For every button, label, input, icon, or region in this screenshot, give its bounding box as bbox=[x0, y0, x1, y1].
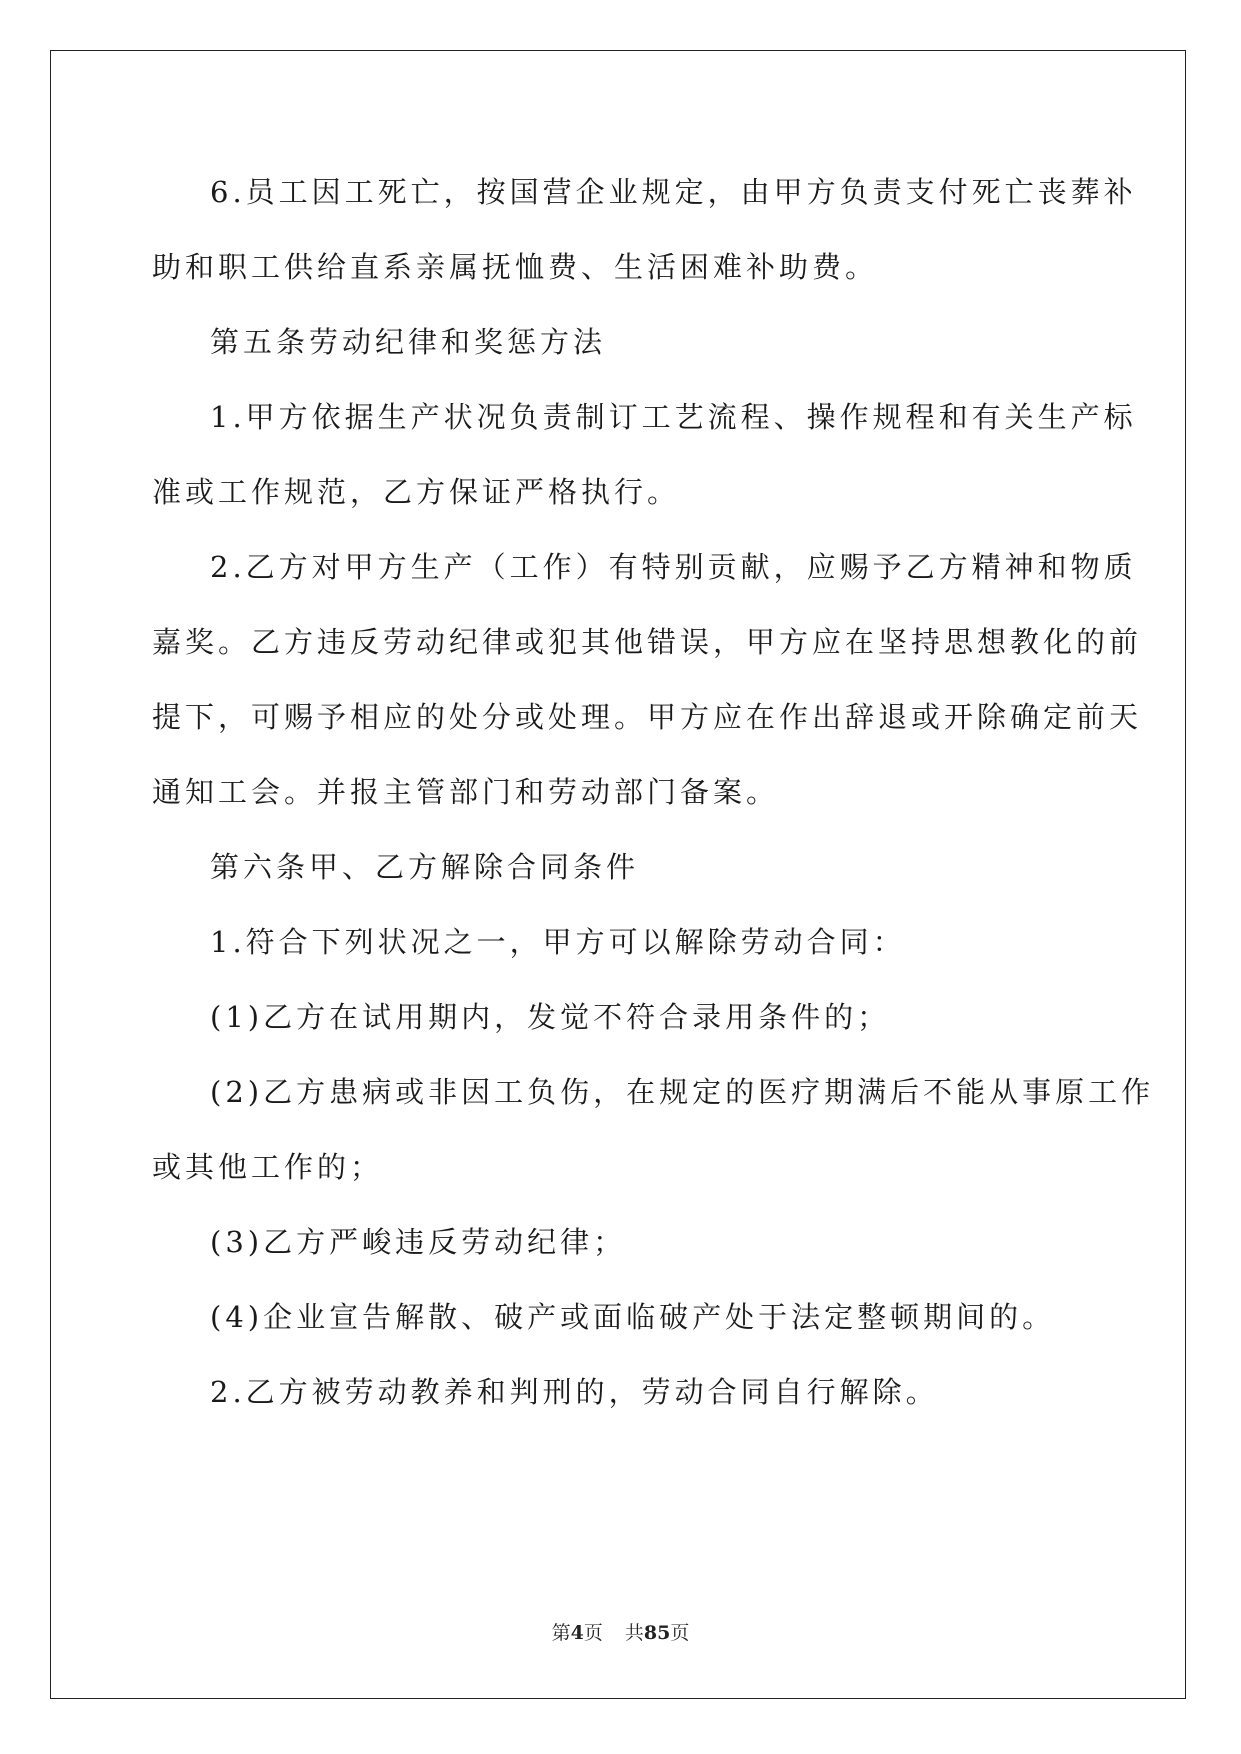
footer-prefix: 第 bbox=[551, 1622, 571, 1644]
paragraph-line: 1.符合下列状况之一，甲方可以解除劳动合同： bbox=[210, 925, 906, 959]
paragraph-line: (4)企业宣告解散、破产或面临破产处于法定整顿期间的。 bbox=[210, 1300, 1056, 1334]
paragraph-line: 助和职工供给直系亲属抚恤费、生活困难补助费。 bbox=[152, 250, 879, 284]
paragraph-line: 准或工作规范，乙方保证严格执行。 bbox=[152, 475, 681, 509]
footer-page-suffix: 页 bbox=[583, 1622, 603, 1644]
paragraph-line: (2)乙方患病或非因工负伤，在规定的医疗期满后不能从事原工作 bbox=[210, 1075, 1155, 1109]
page-footer bbox=[0, 1618, 1241, 1645]
paragraph-line: 2.乙方被劳动教养和判刑的，劳动合同自行解除。 bbox=[210, 1375, 939, 1409]
paragraph-line: 通知工会。并报主管部门和劳动部门备案。 bbox=[152, 775, 780, 809]
paragraph-line: 提下，可赐予相应的处分或处理。甲方应在作出辞退或开除确定前天 bbox=[152, 700, 1143, 734]
total-pages: 85 bbox=[643, 1622, 671, 1644]
paragraph-line: 或其他工作的； bbox=[152, 1150, 384, 1184]
paragraph-line: 1.甲方依据生产状况负责制订工艺流程、操作规程和有关生产标 bbox=[210, 400, 1137, 434]
footer-total-prefix: 共 bbox=[624, 1622, 644, 1644]
paragraph-line: (3)乙方严峻违反劳动纪律； bbox=[210, 1225, 627, 1259]
section-heading: 第六条甲、乙方解除合同条件 bbox=[210, 850, 640, 884]
page-number: 4 bbox=[570, 1622, 584, 1644]
section-heading: 第五条劳动纪律和奖惩方法 bbox=[210, 325, 607, 359]
paragraph-line: (1)乙方在试用期内，发觉不符合录用条件的； bbox=[210, 1000, 891, 1034]
footer-total-suffix: 页 bbox=[670, 1622, 690, 1644]
paragraph-line: 2.乙方对甲方生产（工作）有特别贡献，应赐予乙方精神和物质 bbox=[210, 550, 1137, 584]
paragraph-line: 6.员工因工死亡，按国营企业规定，由甲方负责支付死亡丧葬补 bbox=[210, 175, 1137, 209]
paragraph-line: 嘉奖。乙方违反劳动纪律或犯其他错误，甲方应在坚持思想教化的前 bbox=[152, 625, 1143, 659]
